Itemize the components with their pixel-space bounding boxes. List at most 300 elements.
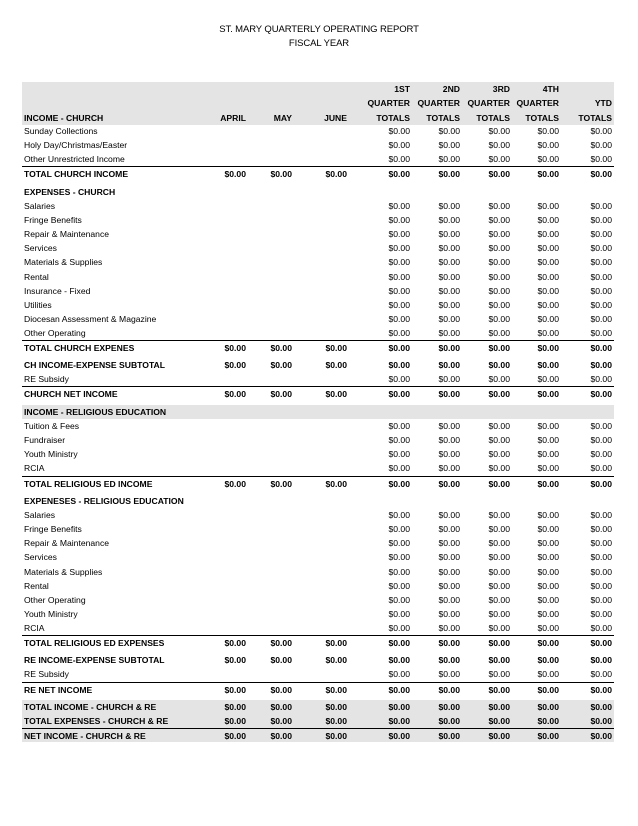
row-label: Fringe Benefits [24,215,82,225]
column-header-line: 2ND [442,83,460,94]
table-row [22,166,614,180]
row-value: $0.00 [590,314,612,324]
row-value: $0.00 [537,300,559,310]
row-value: $0.00 [537,343,559,353]
row-value: $0.00 [224,716,246,726]
row-value: $0.00 [270,702,292,712]
row-value: $0.00 [537,510,559,520]
row-value: $0.00 [488,374,510,384]
row-value: $0.00 [270,731,292,741]
row-label: Youth Ministry [24,609,78,619]
row-value: $0.00 [438,510,460,520]
table-row [22,372,614,386]
row-value: $0.00 [488,272,510,282]
table-row [22,494,614,508]
row-value: $0.00 [488,595,510,605]
row-value: $0.00 [438,609,460,619]
row-value: $0.00 [537,449,559,459]
row-value: $0.00 [488,286,510,296]
row-label: Repair & Maintenance [24,229,110,239]
row-value: $0.00 [590,702,612,712]
table-row [22,138,614,152]
row-value: $0.00 [537,702,559,712]
row-value: $0.00 [325,702,347,712]
row-value: $0.00 [488,360,510,370]
row-value: $0.00 [438,669,460,679]
row-value: $0.00 [537,140,559,150]
row-label: Repair & Maintenance [24,538,110,548]
row-value: $0.00 [388,567,410,577]
row-value: $0.00 [388,716,410,726]
row-value: $0.00 [590,669,612,679]
table-row [22,255,614,269]
table-row [22,340,614,354]
row-value: $0.00 [590,685,612,695]
row-value: $0.00 [224,655,246,665]
row-value: $0.00 [438,421,460,431]
row-value: $0.00 [488,435,510,445]
row-value: $0.00 [224,731,246,741]
table-row [22,386,614,400]
row-value: $0.00 [537,389,559,399]
table-row [22,213,614,227]
row-value: $0.00 [325,389,347,399]
row-value: $0.00 [388,215,410,225]
row-value: $0.00 [590,479,612,489]
row-value: $0.00 [438,126,460,136]
row-value: $0.00 [388,154,410,164]
row-value: $0.00 [537,638,559,648]
table-row [22,522,614,536]
table-row [22,621,614,635]
row-value: $0.00 [590,524,612,534]
row-value: $0.00 [590,510,612,520]
row-value: $0.00 [388,609,410,619]
row-value: $0.00 [388,300,410,310]
row-value: $0.00 [537,257,559,267]
row-value: $0.00 [488,463,510,473]
row-value: $0.00 [537,552,559,562]
row-value: $0.00 [388,595,410,605]
row-value: $0.00 [537,669,559,679]
row-value: $0.00 [438,567,460,577]
row-value: $0.00 [438,655,460,665]
row-label: Services [24,243,57,253]
table-row [22,653,614,667]
row-value: $0.00 [590,638,612,648]
row-label: Other Unrestricted Income [24,154,125,164]
row-value: $0.00 [325,685,347,695]
row-label: Other Operating [24,328,86,338]
row-label: TOTAL INCOME - CHURCH & RE [24,702,157,712]
row-value: $0.00 [488,421,510,431]
row-label: CHURCH NET INCOME [24,389,118,399]
row-value: $0.00 [388,243,410,253]
row-value: $0.00 [438,463,460,473]
row-value: $0.00 [590,201,612,211]
row-value: $0.00 [270,716,292,726]
table-row [22,682,614,696]
row-value: $0.00 [388,435,410,445]
row-value: $0.00 [537,581,559,591]
row-value: $0.00 [537,685,559,695]
row-value: $0.00 [590,655,612,665]
row-value: $0.00 [590,257,612,267]
row-value: $0.00 [270,655,292,665]
row-value: $0.00 [537,463,559,473]
table-row [22,312,614,326]
row-value: $0.00 [488,140,510,150]
row-value: $0.00 [590,374,612,384]
row-value: $0.00 [537,328,559,338]
row-value: $0.00 [537,623,559,633]
row-value: $0.00 [537,731,559,741]
row-value: $0.00 [590,567,612,577]
column-header-line: TOTALS [376,112,410,123]
row-value: $0.00 [590,140,612,150]
row-value: $0.00 [590,435,612,445]
row-value: $0.00 [438,538,460,548]
row-value: $0.00 [388,343,410,353]
row-value: $0.00 [590,581,612,591]
report-subtitle: FISCAL YEAR [288,38,350,49]
row-value: $0.00 [270,389,292,399]
row-value: $0.00 [590,272,612,282]
column-header [324,111,347,126]
row-label: Insurance - Fixed [24,286,91,296]
row-value: $0.00 [590,343,612,353]
row-value: $0.00 [488,328,510,338]
row-value: $0.00 [325,731,347,741]
row-label: Other Operating [24,595,86,605]
row-value: $0.00 [488,538,510,548]
row-value: $0.00 [590,449,612,459]
row-value: $0.00 [590,126,612,136]
row-value: $0.00 [537,314,559,324]
row-value: $0.00 [438,140,460,150]
row-value: $0.00 [438,343,460,353]
row-label: Youth Ministry [24,449,78,459]
row-value: $0.00 [537,201,559,211]
row-label: Services [24,552,57,562]
row-label: Tuition & Fees [24,421,80,431]
row-value: $0.00 [488,524,510,534]
table-row [22,508,614,522]
row-value: $0.00 [388,623,410,633]
row-label: TOTAL CHURCH EXPENES [24,343,135,353]
row-value: $0.00 [537,524,559,534]
table-row [22,326,614,340]
row-value: $0.00 [438,524,460,534]
table-row [22,433,614,447]
row-value: $0.00 [488,702,510,712]
column-header-line: TOTALS [525,112,559,123]
row-value: $0.00 [537,272,559,282]
row-value: $0.00 [488,479,510,489]
row-value: $0.00 [438,272,460,282]
report-title: ST. MARY QUARTERLY OPERATING REPORT [219,24,419,35]
table-row [22,714,614,728]
column-header-line: APRIL [220,112,246,123]
row-value: $0.00 [388,581,410,591]
row-value: $0.00 [270,638,292,648]
row-value: $0.00 [438,314,460,324]
row-value: $0.00 [438,479,460,489]
row-label: RE INCOME-EXPENSE SUBTOTAL [24,655,165,665]
row-value: $0.00 [438,201,460,211]
row-value: $0.00 [388,702,410,712]
row-value: $0.00 [388,201,410,211]
row-value: $0.00 [590,389,612,399]
row-value: $0.00 [388,126,410,136]
table-row [22,476,614,490]
row-value: $0.00 [224,702,246,712]
row-label: NET INCOME - CHURCH & RE [24,731,146,741]
row-label: Materials & Supplies [24,567,103,577]
row-value: $0.00 [590,595,612,605]
row-value: $0.00 [488,731,510,741]
table-row [22,593,614,607]
table-row [22,405,614,419]
row-value: $0.00 [438,702,460,712]
row-value: $0.00 [270,169,292,179]
row-value: $0.00 [488,623,510,633]
row-value: $0.00 [488,655,510,665]
row-value: $0.00 [388,286,410,296]
column-header [468,82,511,126]
row-label: TOTAL EXPENSES - CHURCH & RE [24,716,169,726]
row-value: $0.00 [590,243,612,253]
row-value: $0.00 [388,463,410,473]
row-value: $0.00 [224,360,246,370]
row-value: $0.00 [224,685,246,695]
row-value: $0.00 [438,360,460,370]
row-label: EXPENSES - CHURCH [24,187,116,197]
row-value: $0.00 [488,154,510,164]
row-value: $0.00 [438,229,460,239]
row-value: $0.00 [590,328,612,338]
row-value: $0.00 [590,552,612,562]
column-header [418,82,461,126]
row-value: $0.00 [224,479,246,489]
row-value: $0.00 [488,552,510,562]
row-value: $0.00 [537,360,559,370]
row-value: $0.00 [438,389,460,399]
row-value: $0.00 [537,169,559,179]
column-header-line: QUARTER [417,98,460,108]
row-value: $0.00 [488,243,510,253]
row-value: $0.00 [438,328,460,338]
row-value: $0.00 [388,449,410,459]
row-value: $0.00 [590,360,612,370]
row-value: $0.00 [590,716,612,726]
column-header-line: 1ST [394,83,410,94]
row-value: $0.00 [537,229,559,239]
table-row [22,227,614,241]
row-value: $0.00 [438,169,460,179]
table-row [22,270,614,284]
column-header [220,111,246,126]
row-value: $0.00 [488,300,510,310]
row-value: $0.00 [388,669,410,679]
row-value: $0.00 [488,638,510,648]
row-value: $0.00 [537,215,559,225]
row-value: $0.00 [388,538,410,548]
row-value: $0.00 [488,449,510,459]
table-row [22,635,614,649]
row-value: $0.00 [488,567,510,577]
column-header-line: 4TH [542,83,559,94]
row-label: Fringe Benefits [24,524,82,534]
row-value: $0.00 [590,421,612,431]
row-value: $0.00 [388,524,410,534]
row-value: $0.00 [325,169,347,179]
row-label: RCIA [24,463,45,473]
row-label: Diocesan Assessment & Magazine [24,314,157,324]
column-header [578,96,612,125]
column-header-line: QUARTER [516,98,559,108]
row-label: Materials & Supplies [24,257,103,267]
row-label: Sunday Collections [24,126,98,136]
row-label: RE Subsidy [24,374,69,384]
row-value: $0.00 [438,552,460,562]
row-value: $0.00 [488,126,510,136]
row-value: $0.00 [438,595,460,605]
row-value: $0.00 [325,716,347,726]
table-row [22,185,614,199]
row-value: $0.00 [488,314,510,324]
column-header-line: TOTALS [426,112,460,123]
row-value: $0.00 [438,581,460,591]
row-value: $0.00 [325,655,347,665]
table-row [22,700,614,714]
row-value: $0.00 [388,272,410,282]
column-header-line: QUARTER [467,98,510,108]
row-value: $0.00 [537,374,559,384]
row-value: $0.00 [488,343,510,353]
row-value: $0.00 [438,300,460,310]
row-label: TOTAL RELIGIOUS ED EXPENSES [24,638,165,648]
row-value: $0.00 [537,609,559,619]
row-value: $0.00 [438,685,460,695]
row-value: $0.00 [488,685,510,695]
row-value: $0.00 [270,360,292,370]
row-value: $0.00 [438,257,460,267]
row-value: $0.00 [438,154,460,164]
row-value: $0.00 [388,421,410,431]
row-value: $0.00 [224,343,246,353]
row-label: RE Subsidy [24,669,69,679]
table-row [22,199,614,213]
column-header-line: TOTALS [476,112,510,123]
row-value: $0.00 [590,286,612,296]
table-row [22,447,614,461]
row-value: $0.00 [537,243,559,253]
row-value: $0.00 [388,655,410,665]
row-value: $0.00 [438,215,460,225]
row-value: $0.00 [325,343,347,353]
row-value: $0.00 [388,360,410,370]
row-label: Fundraiser [24,435,66,445]
column-header-line: TOTALS [578,112,612,123]
row-value: $0.00 [537,421,559,431]
row-value: $0.00 [590,463,612,473]
table-row [22,607,614,621]
row-value: $0.00 [537,567,559,577]
row-label: EXPENESES - RELIGIOUS EDUCATION [24,496,184,506]
row-value: $0.00 [270,343,292,353]
row-value: $0.00 [488,669,510,679]
table-row [22,728,614,742]
row-value: $0.00 [438,716,460,726]
table-row [22,419,614,433]
table-row [22,536,614,550]
column-header-line: QUARTER [367,98,410,108]
row-value: $0.00 [488,257,510,267]
row-value: $0.00 [590,169,612,179]
row-value: $0.00 [388,389,410,399]
row-value: $0.00 [488,215,510,225]
row-value: $0.00 [388,229,410,239]
column-header [274,111,292,126]
row-value: $0.00 [388,140,410,150]
row-value: $0.00 [388,731,410,741]
row-value: $0.00 [590,154,612,164]
row-value: $0.00 [388,328,410,338]
row-value: $0.00 [438,731,460,741]
row-value: $0.00 [388,169,410,179]
row-label: Rental [24,581,49,591]
row-label: Salaries [24,201,56,211]
row-value: $0.00 [388,374,410,384]
column-header [517,82,560,126]
row-value: $0.00 [325,360,347,370]
row-label: RCIA [24,623,45,633]
row-label: Salaries [24,510,56,520]
table-row [22,461,614,475]
row-value: $0.00 [590,229,612,239]
column-header-line: JUNE [324,112,347,123]
table-row [22,550,614,564]
row-value: $0.00 [438,623,460,633]
row-value: $0.00 [590,300,612,310]
row-value: $0.00 [438,435,460,445]
row-label: Rental [24,272,49,282]
row-value: $0.00 [438,243,460,253]
row-value: $0.00 [488,169,510,179]
row-value: $0.00 [325,638,347,648]
row-value: $0.00 [388,257,410,267]
table-row [22,358,614,372]
row-value: $0.00 [488,201,510,211]
row-value: $0.00 [388,510,410,520]
row-value: $0.00 [537,538,559,548]
row-value: $0.00 [388,479,410,489]
row-value: $0.00 [438,374,460,384]
table-row [22,241,614,255]
row-value: $0.00 [537,595,559,605]
row-value: $0.00 [224,638,246,648]
row-value: $0.00 [537,716,559,726]
row-label: Holy Day/Christmas/Easter [24,140,128,150]
row-value: $0.00 [438,449,460,459]
row-label: TOTAL RELIGIOUS ED INCOME [24,479,153,489]
table-row [22,298,614,312]
row-label: CH INCOME-EXPENSE SUBTOTAL [24,360,166,370]
row-value: $0.00 [488,609,510,619]
table-row [22,284,614,298]
table-header [22,82,614,125]
